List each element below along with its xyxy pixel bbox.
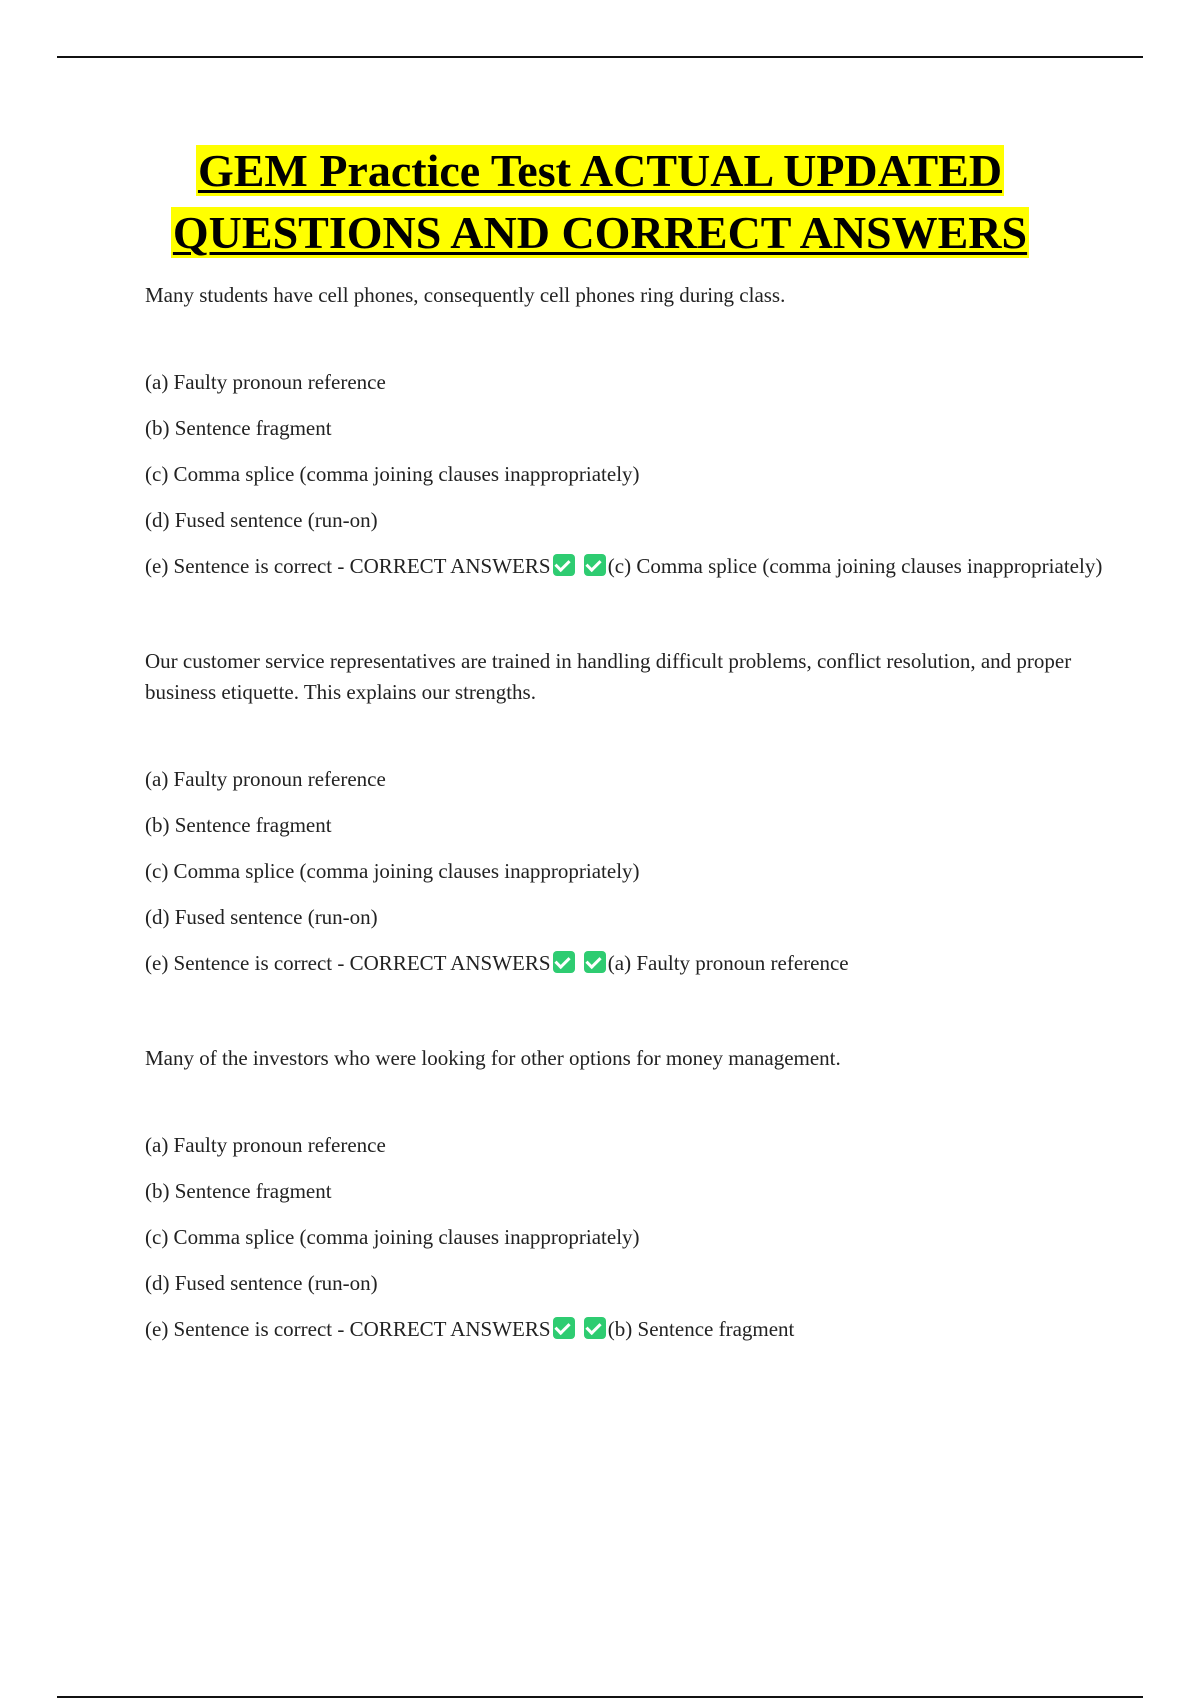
question-list [145, 280, 1105, 1409]
option-e-with-answer [145, 551, 1105, 582]
option-e-with-answer [145, 1314, 1105, 1345]
page-title-line-2: QUESTIONS AND CORRECT ANSWERS [172, 207, 1028, 258]
check-mark-icon [553, 1317, 575, 1339]
option-a: (a) Faulty pronoun reference [145, 370, 386, 394]
check-mark-icon [553, 951, 575, 973]
option-e: (e) Sentence is correct - CORRECT ANSWERS [145, 1317, 551, 1341]
option-e: (e) Sentence is correct - CORRECT ANSWERS [145, 951, 551, 975]
page-title [57, 140, 1143, 264]
option-b: (b) Sentence fragment [145, 1179, 332, 1203]
option-b: (b) Sentence fragment [145, 813, 332, 837]
check-mark-icon [584, 1317, 606, 1339]
correct-answer: (c) Comma splice (comma joining clauses inappropriately) [607, 554, 1103, 578]
option-a: (a) Faulty pronoun reference [145, 1133, 386, 1157]
question-3 [145, 1043, 1105, 1345]
page-title-line-1: GEM Practice Test ACTUAL UPDATED [197, 145, 1003, 196]
option-b: (b) Sentence fragment [145, 416, 332, 440]
option-c: (c) Comma splice (comma joining clauses inappropriately) [145, 859, 640, 883]
bottom-rule [57, 1696, 1143, 1698]
check-mark-icon [584, 554, 606, 576]
option-d: (d) Fused sentence (run-on) [145, 1271, 378, 1295]
option-d: (d) Fused sentence (run-on) [145, 508, 378, 532]
correct-answer: (a) Faulty pronoun reference [607, 951, 849, 975]
option-d: (d) Fused sentence (run-on) [145, 905, 378, 929]
option-a: (a) Faulty pronoun reference [145, 767, 386, 791]
question-stem: Many students have cell phones, consequently cell phones ring during class. [145, 283, 786, 307]
question-2 [145, 646, 1105, 979]
option-e: (e) Sentence is correct - CORRECT ANSWERS [145, 554, 551, 578]
correct-answer: (b) Sentence fragment [607, 1317, 795, 1341]
option-e-with-answer [145, 948, 1105, 979]
question-stem: Many of the investors who were looking for other options for money management. [145, 1046, 841, 1070]
option-c: (c) Comma splice (comma joining clauses inappropriately) [145, 462, 640, 486]
option-c: (c) Comma splice (comma joining clauses inappropriately) [145, 1225, 640, 1249]
top-rule [57, 56, 1143, 58]
check-mark-icon [553, 554, 575, 576]
question-1 [145, 280, 1105, 582]
check-mark-icon [584, 951, 606, 973]
question-stem: Our customer service representatives are trained in handling difficult problems, conflict resolution, and proper business etiquette. This explains our strengths. [145, 649, 1072, 704]
